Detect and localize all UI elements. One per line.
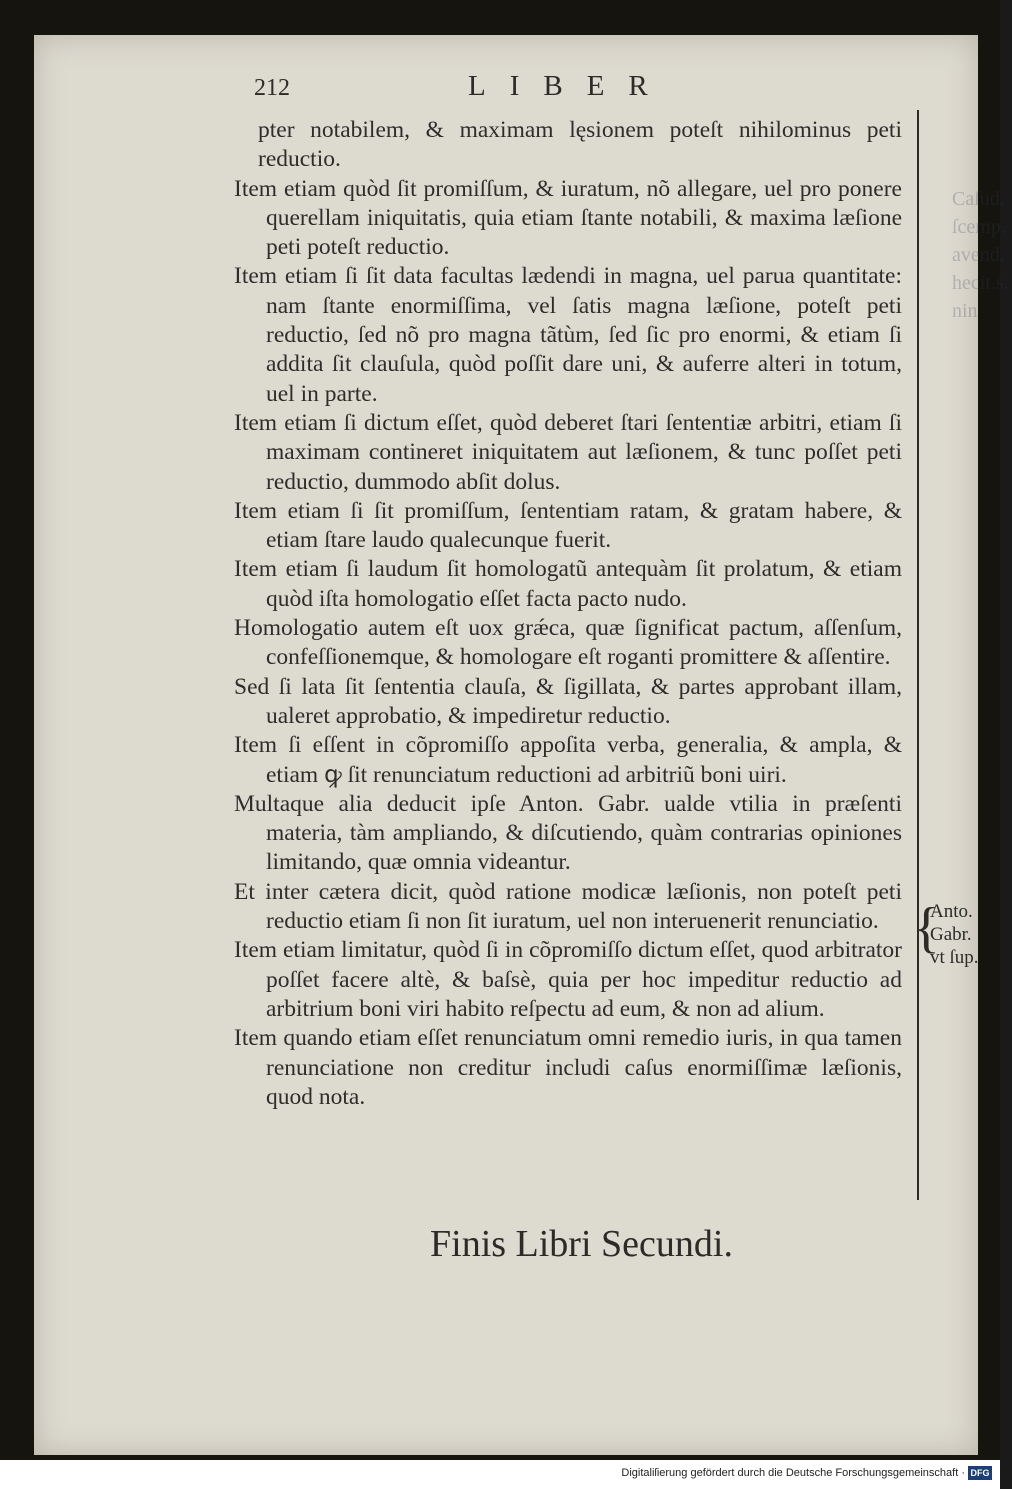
bleed-through-text	[952, 185, 1012, 325]
bleed-line: hecit.s.	[952, 272, 1009, 294]
body-text	[234, 116, 902, 1112]
margin-note-line: vt ſup.	[930, 947, 979, 968]
paragraph: Homologatio autem eſt uox grǽca, quæ ſignificat pactum, aſſenſum, confeſſionemque, & homologare eſt roganti promittere & aſſentire.	[234, 615, 902, 671]
margin-note-line: Anto.	[930, 901, 973, 922]
bleed-line: nin	[952, 300, 978, 322]
paragraph: Item etiam ſi ſit data facultas lædendi in magna, uel parua quantitate: nam ſtante enormiſſima, vel ſatis magna læſione, poteſt peti reductio, ſed nõ pro magna tãtùm, ſed ſic pro enormi, & etiam ſi addita ſit clauſula, quòd poſſit dare uni, & auferre alteri in totum, uel in parte.	[234, 263, 902, 407]
closing-title: Finis Libri Secundi.	[430, 1223, 733, 1265]
running-title: LIBER	[468, 70, 672, 102]
paragraph: Multaque alia deducit ipſe Anton. Gabr. ualde vtilia in præſenti materia, tàm ampliando, & diſcutiendo, quàm contrarias opiniones limitando, quæ omnia videantur.	[234, 790, 902, 876]
bleed-line: avend.	[952, 244, 1005, 266]
paragraph: Et inter cætera dicit, quòd ratione modicæ læſionis, non poteſt peti reductio etiam ſi non ſit iuratum, uel non interuenerit renunciatio.	[234, 878, 902, 935]
paragraph: Item etiam ſi laudum ſit homologatũ antequàm ſit prolatum, & etiam quòd iſta homologatio eſſet facta pacto nudo.	[234, 556, 902, 612]
margin-note-line: Gabr.	[930, 924, 972, 945]
paragraph: Item etiam limitatur, quòd ſi in cõpromiſſo dictum eſſet, quod arbitrator poſſet facere altè, & baſsè, quia per hoc impeditur reductio ad arbitrium boni viri habito reſpectu ad eum, & non ad alium.	[234, 937, 902, 1022]
paragraph: pter notabilem, & maximam lęsionem poteſt nihilominus peti reductio.	[258, 117, 902, 173]
margin-rule	[907, 110, 919, 1200]
paragraph: Sed ſi lata ſit ſententia clauſa, & ſigillata, & partes approbant illam, ualeret approbatio, & impediretur reductio.	[234, 673, 902, 729]
bleed-line: Caſud.	[952, 188, 1005, 210]
margin-note	[930, 900, 990, 969]
footer-bar	[0, 1460, 1000, 1489]
margin-brace: {	[913, 897, 940, 959]
paragraph: Item ſi eſſent in cõpromiſſo appoſita verba, generalia, & ampla, & etiam ꝙ ſit renunciatum reductioni ad arbitriũ boni uiri.	[234, 732, 902, 788]
bleed-line: ſcemp.	[952, 216, 1006, 238]
paragraph: Item etiam ſi ſit promiſſum, ſententiam ratam, & gratam habere, & etiam ſtare laudo qualecunque fuerit.	[234, 497, 902, 554]
paragraph: Item etiam quòd ſit promiſſum, & iuratum, nõ allegare, uel pro ponere querellam iniquitatis, quia etiam ſtante notabili, & maxima læſione peti poteſt reductio.	[234, 175, 902, 261]
paragraph: Item quando etiam eſſet renunciatum omni remedio iuris, in qua tamen renunciatione non creditur includi caſus enormiſſimæ læſionis, quod nota.	[234, 1025, 902, 1110]
paragraph: Item etiam ſi dictum eſſet, quòd deberet ſtari ſententiæ arbitri, etiam ſi maximam contineret iniquitatem aut læſionem, & tunc poſſet peti reductio, dummodo abſit dolus.	[234, 409, 902, 495]
dfg-logo: DFG	[968, 1466, 992, 1480]
page-number: 212	[254, 75, 290, 101]
footer-credit: Digitaliſierung gefördert durch die Deutsche Forschungsgemeinschaft ·	[621, 1467, 965, 1479]
